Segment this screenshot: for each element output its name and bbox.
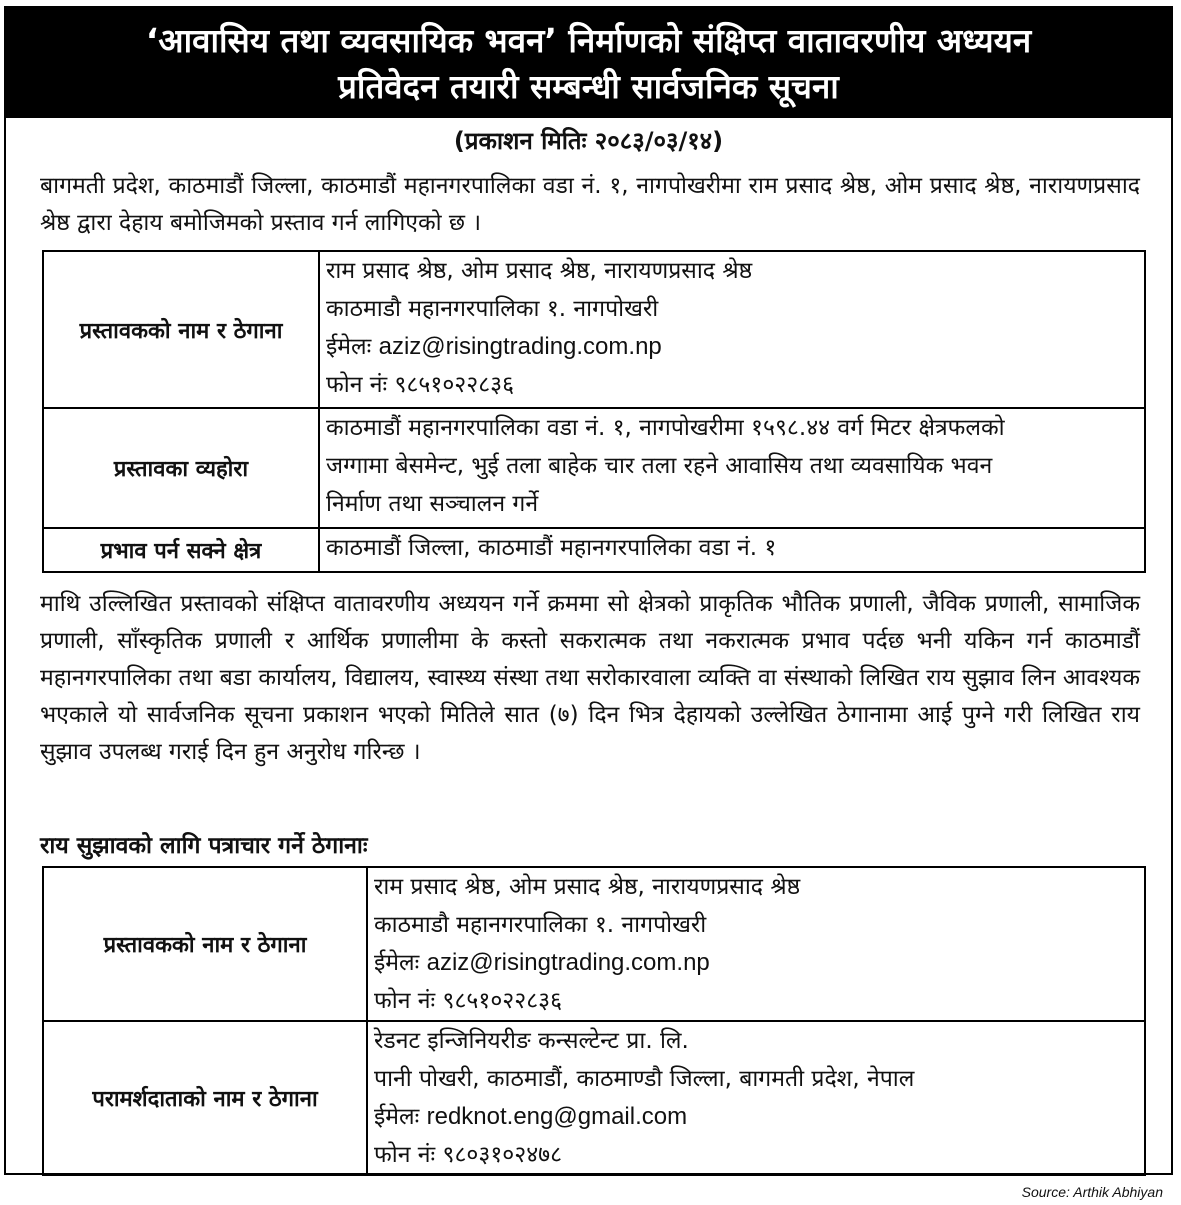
table-row bbox=[43, 1021, 1145, 1175]
source-credit: Source: Arthik Abhiyan bbox=[1021, 1184, 1163, 1200]
proponent-email-row-2 bbox=[374, 944, 1138, 982]
proponent-details-2 bbox=[367, 867, 1145, 1021]
intro-paragraph: बागमती प्रदेश, काठमाडौं जिल्ला, काठमाडौं महानगरपालिका वडा नं. १, नागपोखरीमा राम प्रसाद श्रेष्ठ, ओम प्रसाद श्रेष्ठ, नारायणप्रसाद श्रेष्ठ द्वारा देहाय बमोजिमको प्रस्ताव गर्न लागिएको छ । bbox=[40, 173, 1140, 236]
header-line-1: ‘आवासिय तथा व्यवसायिक भवन’ निर्माणको संक्षिप्त वातावरणीय अध्ययन bbox=[145, 21, 1032, 60]
proposal-label: प्रस्तावका व्यहोरा bbox=[43, 408, 319, 528]
proponent-address-2: काठमाडौ महानगरपालिका १. नागपोखरी bbox=[374, 912, 707, 938]
proponent-email-2: aziz@risingtrading.com.np bbox=[426, 949, 710, 976]
proponent-names-2: राम प्रसाद श्रेष्ठ, ओम प्रसाद श्रेष्ठ, नारायणप्रसाद श्रेष्ठ bbox=[374, 874, 801, 900]
impact-area-label: प्रभाव पर्न सक्ने क्षेत्र bbox=[43, 528, 319, 572]
notice-header bbox=[6, 8, 1171, 118]
impact-area-value bbox=[319, 528, 1145, 572]
proposal-table bbox=[42, 250, 1146, 573]
consultant-name: रेडनट इन्जिनियरीङ कन्सल्टेन्ट प्रा. लि. bbox=[374, 1028, 689, 1054]
consultant-details bbox=[367, 1021, 1145, 1175]
proponent-details bbox=[319, 251, 1145, 408]
email-label: ईमेलः bbox=[374, 1104, 420, 1130]
impact-area-text: काठमाडौं जिल्ला, काठमाडौं महानगरपालिका वडा नं. १ bbox=[326, 535, 777, 561]
proponent-names: राम प्रसाद श्रेष्ठ, ओम प्रसाद श्रेष्ठ, नारायणप्रसाद श्रेष्ठ bbox=[326, 258, 753, 284]
proponent-email-row bbox=[326, 328, 1138, 366]
table-row bbox=[43, 251, 1145, 408]
proposal-details bbox=[319, 408, 1145, 528]
header-line-2: प्रतिवेदन तयारी सम्बन्धी सार्वजनिक सूचना bbox=[338, 67, 839, 106]
notice-frame bbox=[4, 6, 1173, 1175]
proponent-phone: फोन नंः ९८५१०२२८३६ bbox=[326, 372, 515, 398]
email-label: ईमेलः bbox=[374, 950, 420, 976]
body-paragraph: माथि उल्लिखित प्रस्तावको संक्षिप्त वातावरणीय अध्ययन गर्ने क्रममा सो क्षेत्रको प्राकृतिक भौतिक प्रणाली, जैविक प्रणाली, सामाजिक प्रणाली, साँस्कृतिक प्रणाली र आर्थिक प्रणालीमा के कस्तो सकरात्मक तथा नकरात्मक प्रभाव पर्दछ भनी यकिन गर्न काठमाडौं महानगरपालिका तथा बडा कार्यालय, विद्यालय, स्वास्थ्य संस्था तथा सरोकारवाला व्यक्ति वा संस्थाको लिखित राय सुझाव लिन आवश्यक भएकाले यो सार्वजनिक सूचना प्रकाशन भएको मितिले सात (७) दिन भित्र देहायको उल्लेखित ठेगानामा आई पुग्ने गरी लिखित राय सुझाव उपलब्ध गराई दिन हुन अनुरोध गरिन्छ । bbox=[40, 591, 1140, 765]
correspondence-table bbox=[42, 866, 1146, 1176]
table-row bbox=[43, 528, 1145, 572]
correspondence-title: राय सुझावको लागि पत्राचार गर्ने ठेगानाः bbox=[40, 833, 368, 859]
consultant-email-row bbox=[374, 1098, 1138, 1136]
proponent-label-2: प्रस्तावकको नाम र ठेगाना bbox=[43, 867, 367, 1021]
publication-date: (प्रकाशन मितिः २०८३/०३/१४) bbox=[453, 127, 724, 155]
proposal-line-3: निर्माण तथा सञ्चालन गर्ने bbox=[326, 491, 539, 517]
table-row bbox=[43, 867, 1145, 1021]
proponent-email: aziz@risingtrading.com.np bbox=[378, 333, 662, 360]
email-label: ईमेलः bbox=[326, 334, 372, 360]
consultant-address: पानी पोखरी, काठमाडौं, काठमाण्डौ जिल्ला, बागमती प्रदेश, नेपाल bbox=[374, 1066, 915, 1092]
proposal-line-2: जग्गामा बेसमेन्ट, भुई तला बाहेक चार तला रहने आवासिय तथा व्यवसायिक भवन bbox=[326, 453, 993, 479]
proponent-address: काठमाडौ महानगरपालिका १. नागपोखरी bbox=[326, 296, 659, 322]
consultant-email: redknot.eng@gmail.com bbox=[426, 1103, 688, 1130]
consultant-phone: फोन नंः ९८०३१०२४७८ bbox=[374, 1142, 563, 1168]
proponent-label: प्रस्तावकको नाम र ठेगाना bbox=[43, 251, 319, 408]
proposal-line-1: काठमाडौं महानगरपालिका वडा नं. १, नागपोखरीमा १५९८.४४ वर्ग मिटर क्षेत्रफलको bbox=[326, 415, 1005, 441]
proponent-phone-2: फोन नंः ९८५१०२२८३६ bbox=[374, 988, 563, 1014]
consultant-label: परामर्शदाताको नाम र ठेगाना bbox=[43, 1021, 367, 1175]
table-row bbox=[43, 408, 1145, 528]
